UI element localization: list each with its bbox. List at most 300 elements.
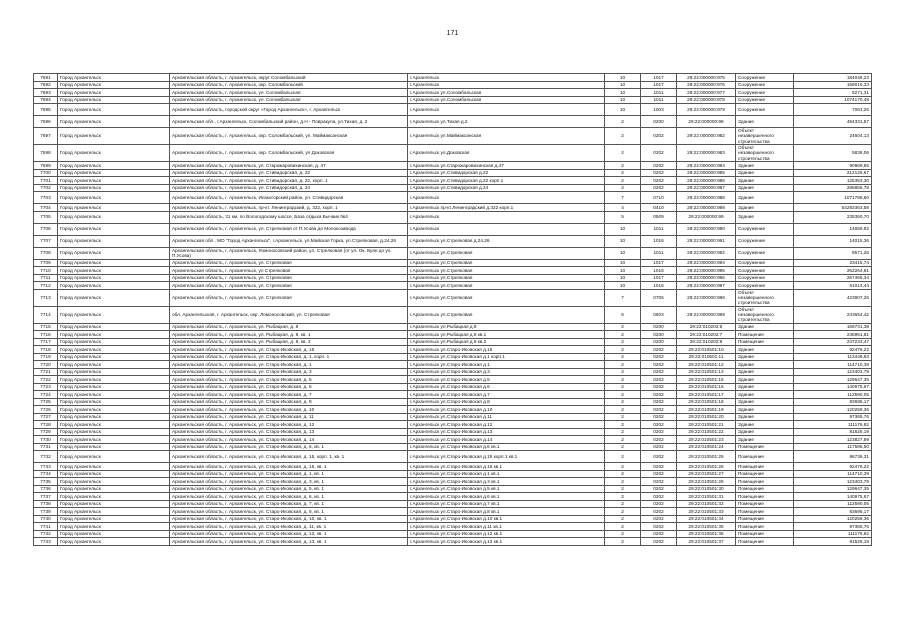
cadastral-number: 29:22:000000:991 [677,235,736,247]
row-number: 7691 [34,74,58,82]
object-address: Архангельская область, г. Архангельск, ул. Соломбальская [170,89,408,97]
cadastral-value: 114710,39 [794,470,872,478]
object-address: Архангельская область, г. Архангельск, ул. Стивидорская, д. 24 [170,184,408,192]
row-number: 7698 [34,145,58,162]
object-address: Архангельская область, г. Архангельск, ул. Старо-Иковская, д. 6, кв. 1 [170,443,408,451]
object-type: Сооружение [736,74,794,82]
table-row [34,145,872,162]
object-address: Архангельская область, г. Архангельск, ул. Стивидорская, д. 22, корп. 1 [170,177,408,185]
cadastral-value: 81525,19 [794,538,872,546]
subcategory-code: 0202 [641,184,677,192]
row-number: 7710 [34,267,58,275]
row-number: 7697 [34,128,58,145]
table-row [34,478,872,486]
object-location: г.Архангельск ул.Маймаксанская [408,128,605,145]
cadastral-value: 129647,35 [794,376,872,384]
subcategory-code: 0202 [641,391,677,399]
object-address: Архангельская область, г. Архангельск, ул. Старо-Иковская, д. 13 [170,428,408,436]
object-type: Здание [736,383,794,391]
category-code: 2 [605,538,641,546]
municipality-name: Город Архангельск [58,204,170,212]
table-row [34,346,872,354]
cadastral-number: 29:22:000000:999 [677,306,736,323]
table-row [34,406,872,414]
cadastral-value: 123403,79 [794,368,872,376]
municipality-name: Город Архангельск [58,391,170,399]
object-location: г.Архангельск ул.Старо-Иковская д.13 [408,428,605,436]
object-location: г.Архангельск ул.Тихая д.2 [408,116,605,128]
cadastral-number: 29:22:010501:36 [677,530,736,538]
cadastral-value: 235360,70 [794,211,872,223]
municipality-name: Город Архангельск [58,353,170,361]
object-address: Архангельская область, г. Архангельск, ул. Старо-Иковская, д. 6 [170,383,408,391]
table-row [34,383,872,391]
row-number: 7726 [34,406,58,414]
municipality-name: Город Архангельск [58,192,170,204]
table-row [34,211,872,223]
object-address: Архангельская область, г. Архангельск, ул. Старо-Иковская, д. 7 [170,391,408,399]
object-type: Объект незавершенного строительства [736,289,794,306]
subcategory-code: 0200 [641,338,677,346]
object-type: Объект незавершенного строительства [736,128,794,145]
object-type: Здание [736,398,794,406]
row-number: 7699 [34,162,58,170]
municipality-name: Город Архангельск [58,485,170,493]
subcategory-code: 0202 [641,493,677,501]
category-code: 2 [605,515,641,523]
table-row [34,338,872,346]
object-location: г.Архангельск ул.Старо-Иковская д.7 [408,391,605,399]
municipality-name: Город Архангельск [58,289,170,306]
category-code: 2 [605,406,641,414]
object-location: г.Архангельск ул.Старо-Иковская д.6 кв.1 [408,443,605,451]
table-row [34,391,872,399]
subcategory-code: 0200 [641,116,677,128]
cadastral-value: 54283363,58 [794,204,872,212]
row-number: 7727 [34,413,58,421]
category-code: 10 [605,96,641,104]
cadastral-value: 140975,67 [794,383,872,391]
municipality-name: Город Архангельск [58,235,170,247]
cadastral-value: 120259,36 [794,515,872,523]
subcategory-code: 0509 [641,211,677,223]
table-row [34,500,872,508]
row-number: 7728 [34,421,58,429]
object-type: Здание [736,184,794,192]
row-number: 7705 [34,211,58,223]
cadastral-value: 92476,22 [794,346,872,354]
row-number: 7730 [34,436,58,444]
category-code: 4 [605,204,641,212]
object-type: Помещение [736,331,794,339]
object-location: г.Архангельск ул.Стрелковая д.24,26 [408,235,605,247]
object-location: г.Архангельск ул.Старо-Иковская д.5 [408,376,605,384]
row-number: 7713 [34,289,58,306]
object-location: г.Архангельск ул.Доковская [408,145,605,162]
row-number: 7715 [34,323,58,331]
cadastral-value: 83695,17 [794,398,872,406]
subcategory-code: 0200 [641,331,677,339]
object-type: Здание [736,211,794,223]
subcategory-code: 0710 [641,192,677,204]
subcategory-code: 0706 [641,289,677,306]
municipality-name: Город Архангельск [58,184,170,192]
object-address: Архангельская область, г. Архангельск, ул. Стрелковая от П.Усова до Молокозавода [170,223,408,235]
object-type: Объект незавершенного строительства [736,306,794,323]
cadastral-value: 24604,13 [794,128,872,145]
table-row [34,259,872,267]
cadastral-number: 29:22:000000:995 [677,267,736,275]
cadastral-number: 29:22:000000:994 [677,259,736,267]
table-row [34,81,872,89]
cadastral-value: 92476,22 [794,463,872,471]
subcategory-code: 1017 [641,74,677,82]
municipality-name: Город Архангельск [58,259,170,267]
table-row [34,162,872,170]
subcategory-code: 0202 [641,515,677,523]
cadastral-value: 114710,39 [794,361,872,369]
object-location: г.Архангельск ул.Старо-Иковская д.8 [408,398,605,406]
row-number: 7734 [34,470,58,478]
object-address: Архангельская область, г. Архангельск, ул. Старо-Иковская, д. 1 [170,361,408,369]
row-number: 7712 [34,282,58,290]
object-location: г.Архангельск ул.Старо-Иковская д.12 [408,421,605,429]
category-code: 2 [605,331,641,339]
object-location: г.Архангельск ул.Старо-Иковская д.15 кв.1 [408,463,605,471]
subcategory-code: 1011 [641,96,677,104]
object-type: Здание [736,361,794,369]
municipality-name: Город Архангельск [58,508,170,516]
cadastral-value: 23415,74 [794,259,872,267]
row-number: 7721 [34,368,58,376]
subcategory-code: 0202 [641,376,677,384]
row-number: 7736 [34,485,58,493]
category-code: 2 [605,493,641,501]
municipality-name: Город Архангельск [58,463,170,471]
object-address: Архангельская область, г. Архангельск, ул. Старо-Иковская, д. 15 [170,346,408,354]
row-number: 7729 [34,428,58,436]
cadastral-number: 29:22:000000:989 [677,204,736,212]
object-type: Сооружение [736,274,794,282]
object-type: Помещение [736,523,794,531]
object-location: г.Архангельск ул.Рыбацкая д.8 кв.2 [408,338,605,346]
subcategory-code: 1011 [641,247,677,259]
category-code: 2 [605,451,641,463]
object-address: Архангельская обл., г.Архангельск, Соломбальский район, д.Н - Повракула, ул.Тихая, д. 2 [170,116,408,128]
subcategory-code: 0202 [641,162,677,170]
category-code: 7 [605,192,641,204]
subcategory-code: 0202 [641,508,677,516]
row-number: 7694 [34,96,58,104]
object-address: Архангельская область, г. Архангельск, ул. Старо-Иковская, д. 8, кв. 1 [170,508,408,516]
object-address: Архангельская область, г. Архангельск, ул. Стрелковая [170,259,408,267]
object-type: Здание [736,406,794,414]
cadastral-value: 5836,06 [794,145,872,162]
category-code: 2 [605,391,641,399]
cadastral-number: 29:22:010202:8 [677,338,736,346]
row-number: 7741 [34,523,58,531]
object-location: г.Архангельск ул.Старо-Иковская д.6 [408,383,605,391]
table-row [34,515,872,523]
category-code: 2 [605,530,641,538]
cadastral-number: 29:22:010202:7 [677,331,736,339]
subcategory-code: 0202 [641,383,677,391]
registry-table [33,73,872,546]
category-code: 2 [605,413,641,421]
cadastral-number: 29:22:000000:983 [677,145,736,162]
object-location: г.Архангельск ул.Стрелковая [408,267,605,275]
subcategory-code: 0202 [641,530,677,538]
municipality-name: Город Архангельск [58,331,170,339]
cadastral-value: 123403,79 [794,478,872,486]
object-location: г.Архангельск ул.Старо-Иковская д.13 кв.1 [408,538,605,546]
row-number: 7732 [34,451,58,463]
cadastral-number: 29:22:010501:28 [677,478,736,486]
row-number: 7704 [34,204,58,212]
cadastral-value: 233654,42 [794,306,872,323]
cadastral-value: 129647,35 [794,485,872,493]
category-code: 10 [605,104,641,116]
table-row [34,184,872,192]
object-type: Помещение [736,493,794,501]
object-location: г.Архангельск ул.Стрелковая [408,274,605,282]
cadastral-value: 212126,67 [794,169,872,177]
cadastral-number: 29:22:010501:23 [677,436,736,444]
object-location: г.Архангельск ул.Старо-Иковская д.10 [408,406,605,414]
category-code: 10 [605,259,641,267]
category-code: 2 [605,184,641,192]
table-row [34,368,872,376]
object-type: Помещение [736,515,794,523]
table-row [34,235,872,247]
cadastral-number: 29:22:010501:37 [677,538,736,546]
object-address: Архангельская область, г. Архангельск, ул. Соломбальская [170,96,408,104]
subcategory-code: 0202 [641,145,677,162]
table-row [34,89,872,97]
cadastral-number: 29:22:010501:26 [677,463,736,471]
object-location: г.Архангельск ул.Соломбальская [408,96,605,104]
cadastral-number: 29:22:000000:98 [677,116,736,128]
object-type: Сооружение [736,247,794,259]
row-number: 7737 [34,493,58,501]
municipality-name: Город Архангельск [58,274,170,282]
object-location: г.Архангельск ул.Стрелковая [408,247,605,259]
object-location: г.Архангельск ул.Стрелковая [408,259,605,267]
object-type: Помещение [736,451,794,463]
cadastral-value: 423907,26 [794,289,872,306]
object-location: г.Архангельск ул.Старо-Иковская д.14 [408,436,605,444]
object-address: Архангельская область, г. Архангельск, ул. Рыбацкая, д. 8, кв. 2 [170,338,408,346]
object-address: Архангельская область, 31 км. по Вологодскому шоссе, База отдыха Бычаик №4 [170,211,408,223]
municipality-name: Город Архангельск [58,436,170,444]
table-row [34,289,872,306]
cadastral-number: 29:22:010501:35 [677,523,736,531]
category-code: 2 [605,346,641,354]
cadastral-value: 286856,78 [794,184,872,192]
category-code: 2 [605,500,641,508]
table-row [34,485,872,493]
table-row [34,306,872,323]
subcategory-code: 0202 [641,177,677,185]
object-location: г.Архангельск ул.Старо-Иковская д.7 кв.1 [408,500,605,508]
row-number: 7717 [34,338,58,346]
object-location: г.Архангельск ул.Старо-Иковская д.10 кв.1 [408,515,605,523]
object-type: Объект незавершенного строительства [736,145,794,162]
row-number: 7725 [34,398,58,406]
object-address: Архангельская область, г. Архангельск, ул. Старо-Иковская, д. 8 [170,398,408,406]
category-code: 2 [605,398,641,406]
row-number: 7709 [34,259,58,267]
subcategory-code: 0410 [641,204,677,212]
cadastral-value: 112590,05 [794,500,872,508]
object-type: Здание [736,368,794,376]
cadastral-value: 81525,19 [794,428,872,436]
object-type: Сооружение [736,267,794,275]
subcategory-code: 0202 [641,361,677,369]
category-code: 2 [605,338,641,346]
table-row [34,223,872,235]
cadastral-value: 113448,83 [794,353,872,361]
cadastral-value: 1074170,48 [794,96,872,104]
row-number: 7702 [34,184,58,192]
cadastral-number: 29:22:000000:979 [677,104,736,116]
object-type: Здание [736,436,794,444]
row-number: 7733 [34,463,58,471]
cadastral-number: 29:22:010501:24 [677,443,736,451]
category-code: 10 [605,247,641,259]
cadastral-number: 29:22:010501:12 [677,361,736,369]
row-number: 7706 [34,223,58,235]
object-location: г.Архангельск ул.Старо-Иковская д.3 [408,368,605,376]
subcategory-code: 1016 [641,282,677,290]
municipality-name: Город Архангельск [58,398,170,406]
cadastral-number: 29:22:010501:25 [677,451,736,463]
category-code: 2 [605,116,641,128]
object-address: Архангельская область, г. Архангельск, ул. Старо-Иковская, д. 6, кв. 1 [170,493,408,501]
category-code: 5 [605,211,641,223]
municipality-name: Город Архангельск [58,306,170,323]
object-address: Архангельская область, городской округ «Город Архангельск», г. Архангельск [170,104,408,116]
municipality-name: Город Архангельск [58,89,170,97]
municipality-name: Город Архангельск [58,428,170,436]
object-address: Архангельская область, г. Архангельск, ул. Старо-Иковская, д. 15, корп. 1, кв. 1 [170,451,408,463]
row-number: 7722 [34,376,58,384]
municipality-name: Город Архангельск [58,247,170,259]
row-number: 7714 [34,306,58,323]
subcategory-code: 0202 [641,500,677,508]
municipality-name: Город Архангельск [58,74,170,82]
cadastral-number: 29:22:010501:34 [677,515,736,523]
table-row [34,421,872,429]
category-code: 2 [605,162,641,170]
table-row [34,376,872,384]
row-number: 7711 [34,274,58,282]
object-type: Здание [736,413,794,421]
subcategory-code: 1015 [641,267,677,275]
cadastral-value: 184049,23 [794,74,872,82]
row-number: 7703 [34,192,58,204]
category-code: 2 [605,523,641,531]
cadastral-number: 29:22:000000:977 [677,89,736,97]
municipality-name: Город Архангельск [58,413,170,421]
object-location: г.Архангельск [408,81,605,89]
object-type: Сооружение [736,282,794,290]
subcategory-code: 0202 [641,463,677,471]
municipality-name: Город Архангельск [58,368,170,376]
registry-body [34,74,872,546]
table-row [34,323,872,331]
cadastral-number: 29:22:000000:996 [677,274,736,282]
row-number: 7731 [34,443,58,451]
object-address: Архангельская область, г. Архангельск, окр. Соломбальский, ул. Маймаксанская [170,128,408,145]
object-address: Архангельская область, г. Архангельск, ул. Старо-Иковская, д. 12, кв. 1 [170,530,408,538]
object-location: г.Архангельск пр-кт.Ленинградский д.322 корп.1 [408,204,605,212]
cadastral-number: 29:22:010501:15 [677,376,736,384]
object-type: Здание [736,376,794,384]
subcategory-code: 0202 [641,421,677,429]
object-type: Здание [736,204,794,212]
object-type: Здание [736,428,794,436]
object-type: Помещение [736,463,794,471]
object-location: г.Архангельск ул.Стрелковая [408,306,605,323]
object-location: г.Архангельск ул.Старо-Иковская д.6 кв.1 [408,493,605,501]
row-number: 7740 [34,515,58,523]
table-row [34,451,872,463]
object-address: Архангельская область, г. Архангельск, пр-кт. Ленинградский, д. 322, корп. 1 [170,204,408,212]
category-code: 10 [605,81,641,89]
municipality-name: Город Архангельск [58,346,170,354]
table-row [34,361,872,369]
table-row [34,530,872,538]
municipality-name: Город Архангельск [58,116,170,128]
cadastral-value: 140975,67 [794,493,872,501]
row-number: 7735 [34,478,58,486]
object-location: г.Архангельск [408,74,605,82]
municipality-name: Город Архангельск [58,406,170,414]
cadastral-value: 97365,76 [794,523,872,531]
table-row [34,493,872,501]
object-location: г.Архангельск ул.Рыбацкая д.8 кв.1 [408,331,605,339]
object-location: г.Архангельск ул.Старо-Иковская д.15 корп.1 кв.1 [408,451,605,463]
category-code: 10 [605,89,641,97]
table-row [34,538,872,546]
cadastral-value: 159016,33 [794,81,872,89]
category-code: 2 [605,508,641,516]
municipality-name: Город Архангельск [58,162,170,170]
cadastral-number: 29:22:010501:18 [677,398,736,406]
row-number: 7720 [34,361,58,369]
municipality-name: Город Архангельск [58,383,170,391]
cadastral-value: 111176,82 [794,421,872,429]
object-location: г.Архангельск ул.Старо-Иковская д.5 кв.1 [408,485,605,493]
cadastral-value: 267465,34 [794,274,872,282]
cadastral-value: 120259,36 [794,406,872,414]
table-row [34,353,872,361]
municipality-name: Город Архангельск [58,177,170,185]
cadastral-number: 29:22:000000:99 [677,211,736,223]
category-code: 10 [605,282,641,290]
row-number: 7719 [34,353,58,361]
table-row [34,398,872,406]
cadastral-value: 90969,85 [794,162,872,170]
object-location: г.Архангельск ул.Стрелковая [408,289,605,306]
cadastral-value: 1071786,60 [794,192,872,204]
cadastral-value: 86736,31 [794,451,872,463]
object-address: Архангельская область, г. Архангельск, ул. Старо-Иковская, д. 1, корп. 1 [170,353,408,361]
municipality-name: Город Архангельск [58,493,170,501]
category-code: 2 [605,145,641,162]
cadastral-number: 29:22:010501:22 [677,428,736,436]
